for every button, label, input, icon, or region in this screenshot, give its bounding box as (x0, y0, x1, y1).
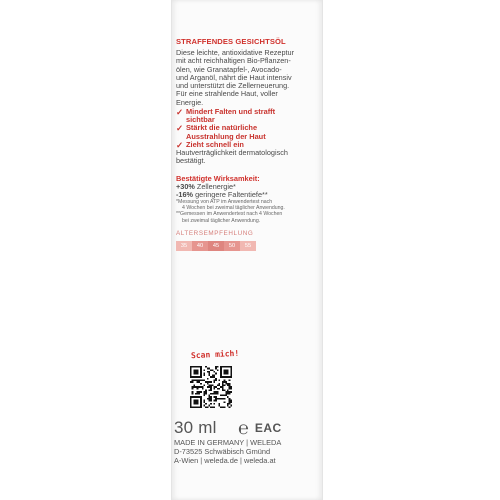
tolerance-statement (176, 149, 318, 166)
description-line: und unterstützt die Zellerneuerung. (176, 81, 290, 91)
age-cell: 55 (240, 241, 256, 251)
age-cell: 45 (208, 241, 224, 251)
age-cell: 40 (192, 241, 208, 251)
claim-value: +30% (176, 181, 195, 191)
product-description (176, 49, 318, 107)
tolerance-line: Hautverträglichkeit dermatologisch (176, 148, 288, 158)
description-line: mit acht reichhaltigen Bio-Pflanzen- (176, 56, 291, 66)
benefit-list (176, 108, 318, 149)
estimated-sign-icon: ℮ (238, 418, 249, 438)
footnote-line: *Messung von ATP im Anwendertest nach (176, 199, 273, 206)
claim-text: Zellenergie* (194, 181, 236, 191)
benefit-item (176, 108, 318, 124)
eac-mark-icon: EAC (254, 421, 282, 435)
product-text-block (176, 37, 318, 251)
certification-marks (238, 419, 282, 437)
benefit-line: Zieht schnell ein (186, 139, 244, 149)
efficacy-claim (176, 191, 318, 199)
age-cell: 35 (176, 241, 192, 251)
footnote (176, 199, 318, 223)
tolerance-line: bestätigt. (176, 156, 206, 166)
address-line: A-Wien | weleda.de | weleda.at (174, 455, 276, 465)
scan-me-label: Scan mich! (190, 348, 240, 361)
address-line: D-73525 Schwäbisch Gmünd (174, 446, 271, 456)
age-scale (176, 241, 256, 251)
efficacy-title: Bestätigte Wirksamkeit: (176, 173, 260, 183)
manufacturer-address (174, 439, 319, 466)
description-line: Energie. (176, 97, 204, 107)
age-recommendation-title: ALTERSEMPFEHLUNG (176, 229, 254, 237)
claim-text: geringere Faltentiefe** (193, 189, 268, 199)
address-line: MADE IN GERMANY | WELEDA (174, 438, 282, 447)
footnote-line: bei zweimal täglicher Anwendung. (182, 217, 261, 224)
description-line: Für eine strahlende Haut, voller (176, 89, 278, 99)
benefit-line: Ausstrahlung der Haut (186, 131, 266, 141)
description-line: und Arganöl, nährt die Haut intensiv (176, 72, 292, 82)
benefit-line: sichtbar (186, 115, 215, 125)
check-icon: ✓ (176, 107, 184, 118)
claim-value: -16% (176, 189, 194, 199)
age-cell: 50 (224, 241, 240, 251)
benefit-line: Stärkt die natürliche (186, 123, 258, 133)
footnote-line: **Gemessen im Anwendertest nach 4 Wochen (176, 211, 283, 218)
benefit-line: Mindert Falten und strafft (186, 107, 276, 117)
qr-code[interactable] (190, 366, 232, 408)
description-line: Diese leichte, antioxidative Rezeptur (176, 48, 295, 57)
benefit-item (176, 124, 318, 140)
check-icon: ✓ (176, 123, 184, 134)
check-icon: ✓ (176, 139, 184, 150)
description-line: ölen, wie Granatapfel-, Avocado- (176, 64, 282, 74)
product-title: STRAFFENDES GESICHTSÖL (176, 37, 286, 46)
footnote-line: 4 Wochen bei zweimal täglicher Anwendung. (182, 205, 285, 212)
volume-label: 30 ml (174, 418, 217, 437)
